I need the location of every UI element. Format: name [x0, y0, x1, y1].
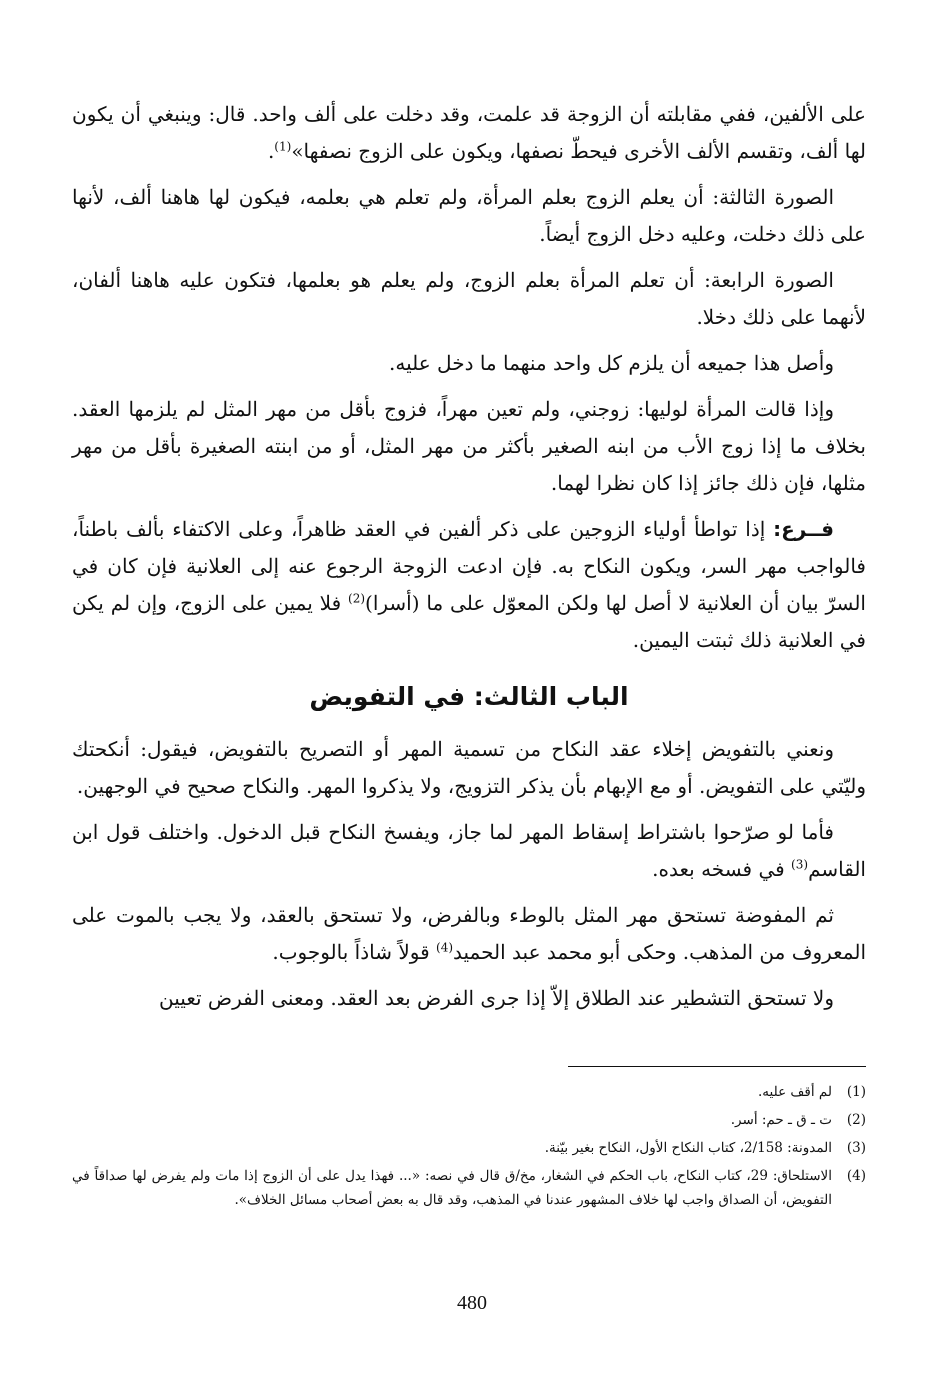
- paragraph-5: وإذا قالت المرأة لوليها: زوجني، ولم تعين مهراً، فزوج بأقل من مهر المثل لم يلزمها العقد. بخلاف ما إذا زوج الأب من ابنه الصغير بأكثر من مهر المثل، أو من ابنته الصغيرة بأقل من مهر مثلها، فإن ذلك جائز إذا كان نظرا لهما.: [72, 397, 866, 495]
- footnote-2: [72, 1108, 866, 1132]
- footnote-number: (1): [846, 1084, 866, 1100]
- paragraph-10: ولا تستحق التشطير عند الطلاق إلاّ إذا جرى الفرض بعد العقد. ومعنى الفرض تعيين: [159, 986, 834, 1010]
- paragraph-9: [72, 897, 866, 971]
- footnote-1: [72, 1080, 866, 1104]
- footnote-divider: [568, 1066, 866, 1067]
- paragraph-6-end: فلا يمين على الزوج، وإن لم يكن في العلانية ذلك ثبتت اليمين.: [72, 591, 866, 652]
- paragraph-1-text: على الألفين، ففي مقابلته أن الزوجة قد علمت، وقد دخلت على ألف واحد. قال: وينبغي أن يكون لها ألف، وتقسم الألف الأخرى فيحطّ نصفها، ويكون على الزوج نصفها»: [72, 102, 866, 163]
- footnote-number: (4): [846, 1168, 866, 1184]
- main-text: [72, 96, 866, 1026]
- footnote-number: (3): [846, 1140, 866, 1156]
- footnote-4: [72, 1164, 866, 1212]
- paragraph-6: [72, 511, 866, 659]
- paragraph-3: الصورة الرابعة: أن تعلم المرأة بعلم الزوج، ولم يعلم هو بعلمها، فتكون عليه هاهنا ألفان، لأنهما على ذلك دخلا.: [72, 268, 866, 329]
- footnote-text: لم أقف عليه.: [758, 1084, 832, 1100]
- footnote-text: ت ـ ق ـ حم: أسر.: [730, 1112, 832, 1128]
- footnote-number: (2): [846, 1112, 866, 1128]
- paragraph-9-text: ثم المفوضة تستحق مهر المثل بالوطء وبالفرض، ولا تستحق بالعقد، ولا يجب بالموت على المعروف من المذهب. وحكى أبو محمد عبد الحميد: [72, 903, 866, 964]
- footnote-ref-1[interactable]: (1): [274, 139, 292, 154]
- page-number: 480: [457, 1292, 487, 1314]
- paragraph-1: [72, 96, 866, 170]
- footnote-ref-2[interactable]: (2): [348, 591, 366, 606]
- footnote-ref-4[interactable]: (4): [436, 940, 454, 955]
- paragraph-4: وأصل هذا جميعه أن يلزم كل واحد منهما ما دخل عليه.: [389, 351, 834, 375]
- footnote-text: الاستلحاق: 29، كتاب النكاح، باب الحكم في الشغار، مخ/ق قال في نصه: «... فهذا يدل على أن الزوج إذا مات ولم يفرض لها صداقاً في التفويض، أن الصداق واجب لها خلاف المشهور عندنا في المذهب، وقد قال به بعض أصحاب مسائل الخلاف».: [72, 1168, 832, 1208]
- paragraph-8: [72, 814, 866, 888]
- paragraph-9-end: قولاً شاذاً بالوجوب.: [272, 940, 436, 964]
- paragraph-8-end: في فسخه بعده.: [652, 857, 792, 881]
- paragraph-6-text: إذا تواطأ أولياء الزوجين على ذكر ألفين في العقد ظاهراً، وعلى الاكتفاء بألف باطناً، فالواجب مهر السر، ويكون النكاح به. فإن ادعت الزوجة الرجوع عنه إلى العلانية فإن كان في السرّ بيان أن العلانية لا أصل لها ولكن المعوّل على ما (أسرا): [72, 517, 866, 615]
- paragraph-1-end: .: [267, 139, 275, 163]
- footnote-text: المدونة: 2/158، كتاب النكاح الأول، النكاح بغير بيّنة.: [544, 1140, 832, 1156]
- footnote-3: [72, 1136, 866, 1160]
- paragraph-7: ونعني بالتفويض إخلاء عقد النكاح من تسمية المهر أو التصريح بالتفويض، فيقول: أنكحتك وليّتي على التفويض. أو مع الإبهام بأن يذكر التزويج، ولا يذكروا المهر. والنكاح صحيح في الوجهين.: [72, 737, 866, 798]
- far-label: فــرع:: [773, 517, 835, 541]
- paragraph-8-text: فأما لو صرّحوا باشتراط إسقاط المهر لما جاز، ويفسخ النكاح قبل الدخول. واختلف قول ابن القاسم: [72, 820, 866, 881]
- footnotes: [72, 1080, 866, 1216]
- paragraph-2: الصورة الثالثة: أن يعلم الزوج بعلم المرأة، ولم تعلم هي بعلمه، فيكون لها هاهنا ألف، لأنها على ذلك دخلت، وعليه دخل الزوج أيضاً.: [72, 185, 866, 246]
- footnote-ref-3[interactable]: (3): [791, 857, 809, 872]
- section-heading: الباب الثالث: في التفويض: [309, 682, 629, 711]
